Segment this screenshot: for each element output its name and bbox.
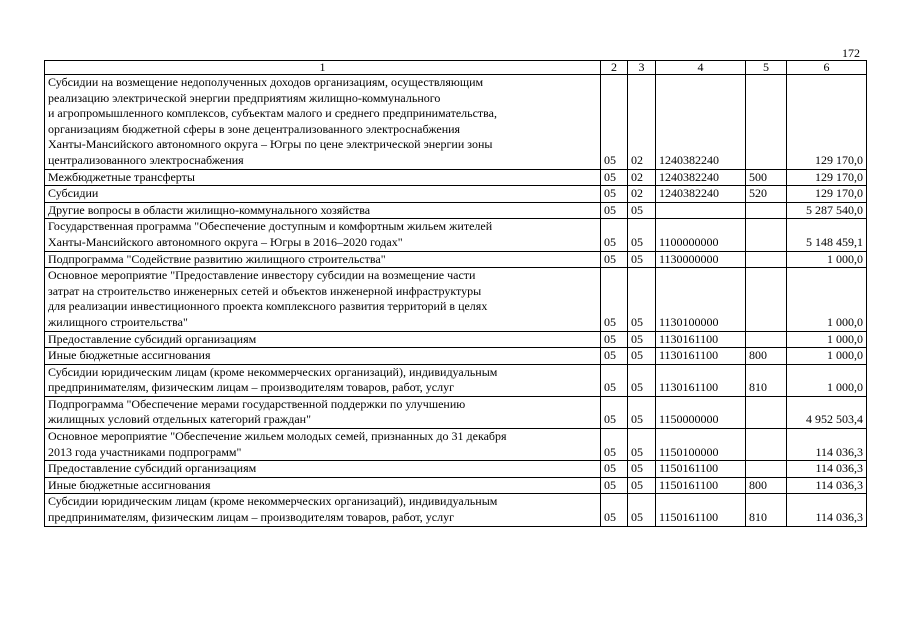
row-target-article-cell: 1240382240 [656,169,746,186]
row-section-cell: 05 [601,364,628,396]
row-name-cell: Основное мероприятие "Обеспечение жильем молодых семей, признанных до 31 декабря 2013 года участниками подпрограмм" [45,429,601,461]
row-target-article-cell: 1240382240 [656,75,746,170]
row-expense-type-cell [746,429,787,461]
table-row [45,429,867,461]
row-subsection-cell: 02 [628,186,656,203]
row-amount-cell: 114 036,3 [787,461,867,478]
row-expense-type-cell [746,251,787,268]
row-amount-cell: 129 170,0 [787,186,867,203]
row-expense-type-cell: 800 [746,477,787,494]
row-amount-cell: 129 170,0 [787,75,867,170]
table-header [45,61,867,75]
table-row [45,219,867,251]
table-row [45,494,867,526]
row-amount-cell: 114 036,3 [787,494,867,526]
row-expense-type-cell [746,75,787,170]
row-section-cell: 05 [601,219,628,251]
row-name-cell: Подпрограмма "Содействие развитию жилищного строительства" [45,251,601,268]
row-expense-type-cell: 810 [746,494,787,526]
row-section-cell: 05 [601,348,628,365]
row-name-cell: Субсидии на возмещение недополученных доходов организациям, осуществляющим реализацию электрической энергии предприятиям жилищно-коммунального и агропромышленного комплексов, субъектам малого и среднего предпринимательства, организациям бюджетной сферы в зоне децентрализованного электроснабжения Ханты-Мансийского автономного округа – Югры по цене электрической энергии зоны централизованного электроснабжения [45,75,601,170]
table-row [45,186,867,203]
row-name-cell: Субсидии юридическим лицам (кроме некоммерческих организаций), индивидуальным предпринимателям, физическим лицам – производителям товаров, работ, услуг [45,494,601,526]
row-subsection-cell: 02 [628,169,656,186]
row-amount-cell: 1 000,0 [787,331,867,348]
table-body [45,75,867,527]
row-subsection-cell: 05 [628,251,656,268]
page-number: 172 [842,46,860,60]
row-subsection-cell: 05 [628,202,656,219]
row-target-article-cell: 1150100000 [656,429,746,461]
row-name-cell: Предоставление субсидий организациям [45,331,601,348]
row-target-article-cell [656,202,746,219]
header-col-4: 4 [656,61,746,75]
row-target-article-cell: 1130000000 [656,251,746,268]
row-subsection-cell: 05 [628,396,656,428]
row-subsection-cell: 05 [628,268,656,331]
row-amount-cell: 1 000,0 [787,348,867,365]
header-col-3: 3 [628,61,656,75]
row-section-cell: 05 [601,494,628,526]
table-row [45,461,867,478]
row-expense-type-cell [746,268,787,331]
row-expense-type-cell: 500 [746,169,787,186]
row-subsection-cell: 02 [628,75,656,170]
row-section-cell: 05 [601,429,628,461]
row-subsection-cell: 05 [628,364,656,396]
row-section-cell: 05 [601,331,628,348]
header-col-5: 5 [746,61,787,75]
row-section-cell: 05 [601,75,628,170]
row-subsection-cell: 05 [628,461,656,478]
row-section-cell: 05 [601,186,628,203]
row-expense-type-cell: 810 [746,364,787,396]
row-section-cell: 05 [601,202,628,219]
row-target-article-cell: 1130161100 [656,331,746,348]
row-target-article-cell: 1100000000 [656,219,746,251]
row-target-article-cell: 1150161100 [656,494,746,526]
table-row [45,364,867,396]
row-amount-cell: 5 287 540,0 [787,202,867,219]
row-target-article-cell: 1150161100 [656,477,746,494]
header-row [45,61,867,75]
row-amount-cell: 1 000,0 [787,251,867,268]
row-expense-type-cell [746,202,787,219]
row-section-cell: 05 [601,251,628,268]
row-amount-cell: 4 952 503,4 [787,396,867,428]
row-name-cell: Предоставление субсидий организациям [45,461,601,478]
row-name-cell: Другие вопросы в области жилищно-коммунального хозяйства [45,202,601,219]
row-amount-cell: 1 000,0 [787,268,867,331]
row-expense-type-cell [746,219,787,251]
header-col-6: 6 [787,61,867,75]
row-subsection-cell: 05 [628,477,656,494]
table-row [45,169,867,186]
row-target-article-cell: 1130100000 [656,268,746,331]
row-expense-type-cell: 800 [746,348,787,365]
row-expense-type-cell [746,461,787,478]
row-target-article-cell: 1150161100 [656,461,746,478]
row-target-article-cell: 1150000000 [656,396,746,428]
row-expense-type-cell: 520 [746,186,787,203]
row-expense-type-cell [746,331,787,348]
row-amount-cell: 5 148 459,1 [787,219,867,251]
row-subsection-cell: 05 [628,494,656,526]
header-col-2: 2 [601,61,628,75]
row-name-cell: Субсидии юридическим лицам (кроме некоммерческих организаций), индивидуальным предпринимателям, физическим лицам – производителям товаров, работ, услуг [45,364,601,396]
row-name-cell: Основное мероприятие "Предоставление инвестору субсидии на возмещение части затрат на строительство инженерных сетей и объектов инженерной инфраструктуры для реализации инвестиционного проекта комплексного развития территорий в целях жилищного строительства" [45,268,601,331]
row-amount-cell: 1 000,0 [787,364,867,396]
row-subsection-cell: 05 [628,429,656,461]
table-row [45,348,867,365]
row-section-cell: 05 [601,477,628,494]
table-row [45,251,867,268]
row-name-cell: Субсидии [45,186,601,203]
row-name-cell: Подпрограмма "Обеспечение мерами государственной поддержки по улучшению жилищных условий отдельных категорий граждан" [45,396,601,428]
row-target-article-cell: 1130161100 [656,364,746,396]
table-row [45,75,867,170]
table-row [45,268,867,331]
header-col-1: 1 [45,61,601,75]
row-amount-cell: 129 170,0 [787,169,867,186]
row-section-cell: 05 [601,169,628,186]
row-section-cell: 05 [601,268,628,331]
row-section-cell: 05 [601,396,628,428]
row-section-cell: 05 [601,461,628,478]
row-target-article-cell: 1130161100 [656,348,746,365]
row-name-cell: Иные бюджетные ассигнования [45,348,601,365]
row-expense-type-cell [746,396,787,428]
table-row [45,331,867,348]
table-row [45,477,867,494]
budget-table [44,60,867,527]
row-name-cell: Межбюджетные трансферты [45,169,601,186]
row-amount-cell: 114 036,3 [787,429,867,461]
row-target-article-cell: 1240382240 [656,186,746,203]
row-amount-cell: 114 036,3 [787,477,867,494]
table-row [45,202,867,219]
row-name-cell: Государственная программа "Обеспечение доступным и комфортным жильем жителей Ханты-Мансийского автономного округа – Югры в 2016–2020 годах" [45,219,601,251]
row-name-cell: Иные бюджетные ассигнования [45,477,601,494]
table-row [45,396,867,428]
row-subsection-cell: 05 [628,331,656,348]
row-subsection-cell: 05 [628,348,656,365]
row-subsection-cell: 05 [628,219,656,251]
